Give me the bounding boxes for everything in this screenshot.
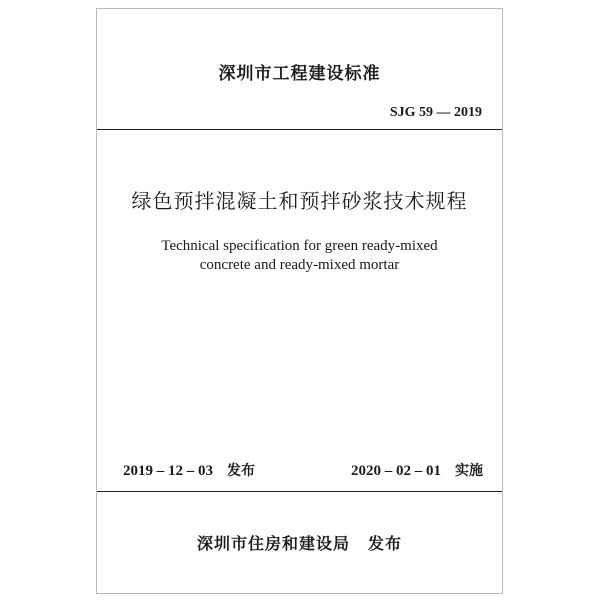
- publisher-label: 发布: [368, 534, 403, 553]
- standard-category: 深圳市工程建设标准: [218, 64, 381, 84]
- implementation-date: 2020 – 02 – 01: [351, 463, 441, 479]
- bottom-divider: [97, 491, 502, 492]
- top-divider: [97, 129, 502, 130]
- issue-label: 发布: [227, 463, 255, 479]
- standard-code: SJG 59 — 2019: [389, 105, 482, 120]
- title-english-line-1: Technical specification for green ready-mixed: [161, 238, 438, 254]
- implementation-date-block: [351, 460, 483, 480]
- standard-cover: [96, 8, 503, 594]
- issue-date-block: [123, 460, 255, 480]
- title-english: [97, 237, 502, 275]
- publisher-block: [97, 531, 502, 554]
- title-english-line-2: concrete and ready-mixed mortar: [199, 257, 400, 273]
- title-chinese: 绿色预拌混凝土和预拌砂浆技术规程: [131, 189, 468, 213]
- implementation-label: 实施: [455, 463, 483, 479]
- publisher-name: 深圳市住房和建设局: [196, 534, 350, 553]
- issue-date: 2019 – 12 – 03: [123, 463, 213, 479]
